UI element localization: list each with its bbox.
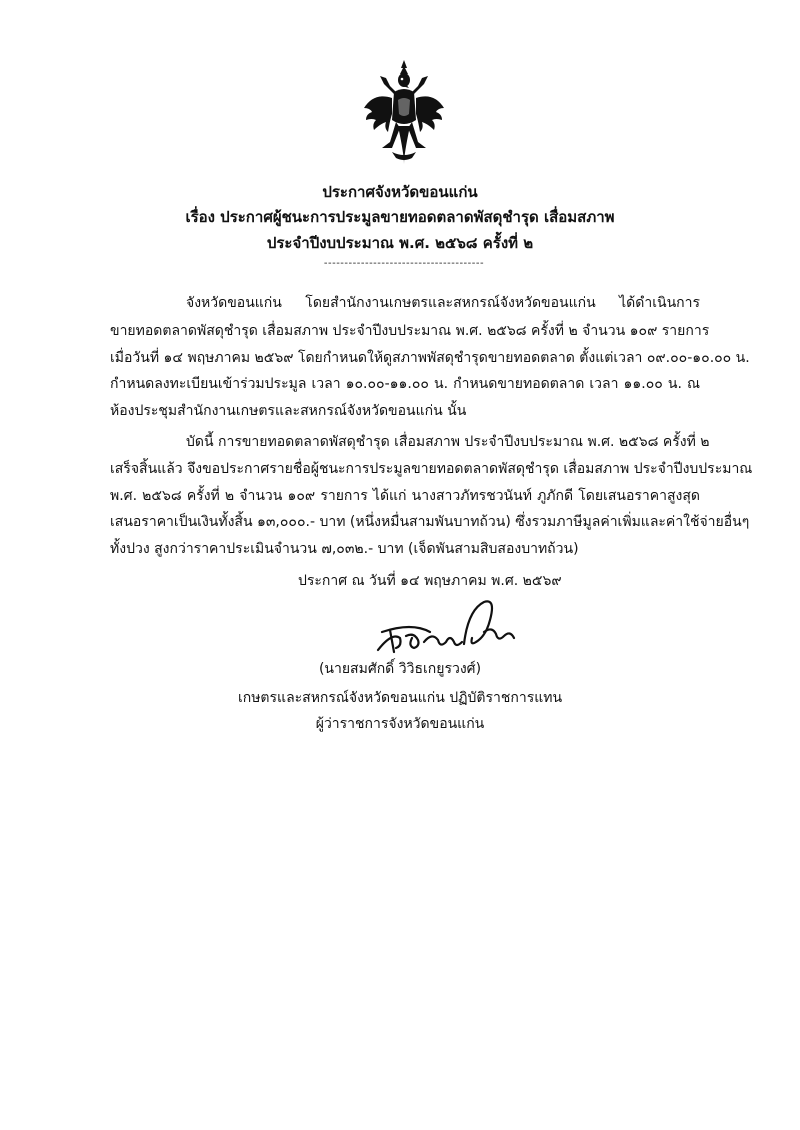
signatory-position: เกษตรและสหกรณ์จังหวัดขอนแก่น ปฏิบัติราชการแทน	[237, 690, 563, 706]
signatory-title: ผู้ว่าราชการจังหวัดขอนแก่น	[315, 716, 485, 732]
paragraph-2-line: เสนอราคาเป็นเงินทั้งสิ้น ๑๓,๐๐๐.- บาท (หนึ่งหมื่นสามพันบาทถ้วน) ซึ่งรวมภาษีมูลค่าเพิ่มและค่าใช้จ่ายอื่นๆ	[110, 514, 750, 530]
paragraph-1-line: ขายทอดตลาดพัสดุชำรุด เสื่อมสภาพ ประจำปีงบประมาณ พ.ศ. ๒๕๖๘ ครั้งที่ ๒ จำนวน ๑๐๙ รายการ	[110, 323, 710, 339]
garuda-emblem-icon	[362, 58, 446, 166]
paragraph-1-line: กำหนดลงทะเบียนเข้าร่วมประมูล เวลา ๑๐.๐๐-๑๑.๐๐ น. กำหนดขายทอดตลาด เวลา ๑๑.๐๐ น. ณ	[110, 376, 700, 392]
fiscal-year-line: ประจำปีงบประมาณ พ.ศ. ๒๕๖๘ ครั้งที่ ๒	[266, 234, 534, 252]
paragraph-2-line: บัดนี้ การขายทอดตลาดพัสดุชำรุด เสื่อมสภาพ ประจำปีงบประมาณ พ.ศ. ๒๕๖๘ ครั้งที่ ๒	[186, 434, 710, 450]
announcement-date: ประกาศ ณ วันที่ ๑๔ พฤษภาคม พ.ศ. ๒๕๖๙	[298, 573, 562, 589]
paragraph-2-line: ทั้งปวง สูงกว่าราคาประเมินจำนวน ๗,๐๓๒.- บาท (เจ็ดพันสามสิบสองบาทถ้วน)	[110, 541, 579, 557]
paragraph-1-line: จังหวัดขอนแก่น โดยสำนักงานเกษตรและสหกรณ์จังหวัดขอนแก่น ได้ดำเนินการ	[186, 295, 700, 311]
handwritten-signature-icon	[372, 592, 518, 658]
signatory-name: (นายสมศักดิ์ วิวิธเกยูรวงศ์)	[318, 661, 482, 677]
paragraph-1-line: เมื่อวันที่ ๑๔ พฤษภาคม ๒๕๖๙ โดยกำหนดให้ดูสภาพพัสดุชำรุดขายทอดตลาด ตั้งแต่เวลา ๐๙.๐๐-๑๐.๐๐ น.	[110, 350, 750, 366]
paragraph-2-line: พ.ศ. ๒๕๖๘ ครั้งที่ ๒ จำนวน ๑๐๙ รายการ ได้แก่ นางสาวภัทรชวนันท์ ภูภักดี โดยเสนอราคาสูงสุด	[110, 488, 700, 504]
paragraph-1-line: ห้องประชุมสำนักงานเกษตรและสหกรณ์จังหวัดขอนแก่น นั้น	[110, 403, 467, 419]
document-subject: เรื่อง ประกาศผู้ชนะการประมูลขายทอดตลาดพัสดุชำรุด เสื่อมสภาพ	[185, 208, 615, 226]
document-title: ประกาศจังหวัดขอนแก่น	[322, 183, 478, 201]
title-divider: ---------------------------------------	[323, 258, 485, 269]
paragraph-2-line: เสร็จสิ้นแล้ว จึงขอประกาศรายชื่อผู้ชนะการประมูลขายทอดตลาดพัสดุชำรุด เสื่อมสภาพ ประจำปีงบประมาณ	[110, 461, 753, 477]
